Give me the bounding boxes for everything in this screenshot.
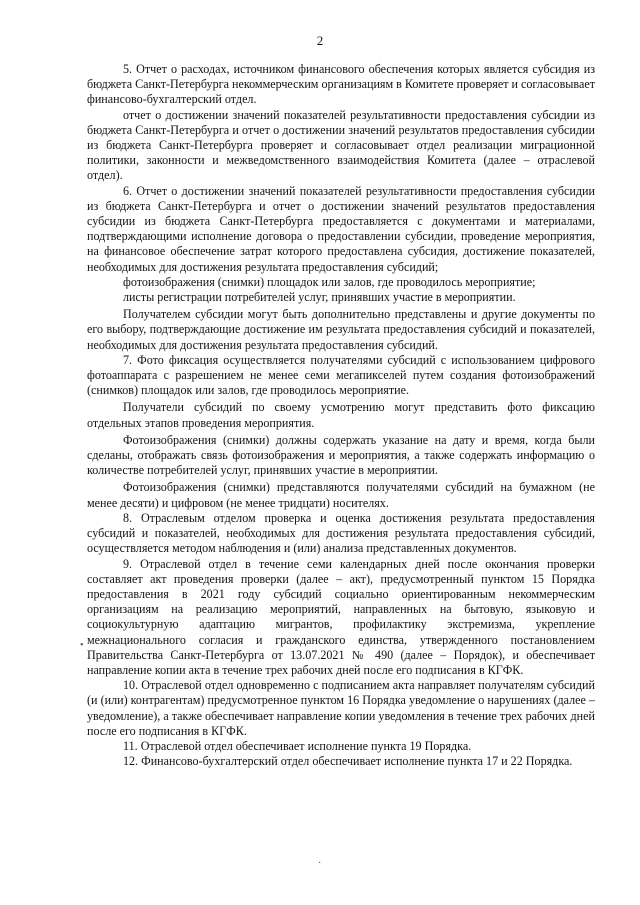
paragraph-12: 12. Финансово-бухгалтерский отдел обеспечивает исполнение пункта 17 и 22 Порядка. [123, 754, 573, 769]
paragraph-10: 10. Отраслевой отдел одновременно с подписанием акта направляет получателям субсидий (и (или) контрагентам) предусмотренное пунктом 16 Порядка уведомление о нарушениях (далее – уведомление), а также обеспечивает направление копии уведомления в течение трех рабочих дней после его подписания в КГФК. [87, 678, 595, 738]
margin-dot: • [80, 640, 84, 651]
document-body [87, 62, 595, 769]
paragraph-5: 5. Отчет о расходах, источником финансового обеспечения которых является субсидия из бюджета Санкт-Петербурга некоммерческим организациям в Комитете проверяет и согласовывает финансово-бухгалтерский отдел. [87, 62, 595, 107]
paragraph-6-registration: листы регистрации потребителей услуг, принявших участие в мероприятии. [123, 290, 516, 305]
paragraph-6-photos: фотоизображения (снимки) площадок или залов, где проводилось мероприятие; [123, 274, 536, 289]
paragraph-7-carriers: Фотоизображения (снимки) представляются получателями субсидий на бумажном (не менее десяти) и цифровом (не менее тридцати) носителях. [87, 480, 595, 510]
paragraph-9: 9. Отраслевой отдел в течение семи календарных дней после окончания проверки составляет акт проведения проверки (далее – акт), предусмотренный пунктом 15 Порядка предоставления в 2021 году субсидий социально ориентированным некоммерческим организациям на реализацию мероприятий, направленных на бытовую, языковую и социокультурную адаптацию мигрантов, профилактику экстремизма, укрепление межнационального согласия и гражданского единства, утвержденного постановлением Правительства Санкт-Петербурга от 13.07.2021 № 490 (далее – Порядок), и обеспечивает направление копии акта в течение трех рабочих дней после его подписания в КГФК. [87, 556, 595, 677]
paragraph-11: 11. Отраслевой отдел обеспечивает исполнение пункта 19 Порядка. [123, 738, 472, 753]
page-number: 2 [316, 33, 324, 48]
paragraph-5-report: отчет о достижении значений показателей результативности предоставления субсидии из бюджета Санкт-Петербурга и отчет о достижении значений результатов предоставления субсидии из бюджета Санкт-Петербурга проверяет и согласовывает отдел реализации миграционной политики, законности и межведомственного взаимодействия Комитета (далее – отраслевой отдел). [87, 107, 595, 183]
paragraph-6: 6. Отчет о достижении значений показателей результативности предоставления субсидии из бюджета Санкт-Петербурга и отчет о достижении значений результатов предоставления субсидии из бюджета Санкт-Петербурга предоставляется с документами и материалами, подтверждающими исполнение договора о предоставлении субсидии, проведение мероприятия, на финансовое обеспечение затрат которого предоставлена субсидия, достижение показателей, необходимых для достижения результата предоставления субсидий; [87, 183, 595, 274]
paragraph-6-additional: Получателем субсидии могут быть дополнительно представлены и другие документы по его выбору, подтверждающие достижение им результата предоставления субсидий и показателей, необходимых для достижения результата предоставления субсидий. [87, 307, 595, 352]
paragraph-7-date: Фотоизображения (снимки) должны содержать указание на дату и время, когда были сделаны, отображать связь фотоизображения и мероприятия, а также содержать информацию о количестве потребителей услуг, принявших участие в мероприятии. [87, 432, 595, 478]
paragraph-8: 8. Отраслевым отделом проверка и оценка достижения результата предоставления субсидий и показателей, необходимых для достижения результата предоставления субсидий, осуществляется методом наблюдения и (или) анализа представленных документов. [87, 510, 595, 556]
paragraph-7-stages: Получатели субсидий по своему усмотрению могут представить фото фиксацию отдельных этапов проведения мероприятия. [87, 400, 595, 430]
paragraph-7: 7. Фото фиксация осуществляется получателями субсидий с использованием цифрового фотоаппарата с разрешением не менее семи мегапикселей путем создания фотоизображений (снимков) площадок или залов, где проводилось мероприятие. [87, 352, 595, 398]
scan-dot: · [318, 858, 322, 869]
